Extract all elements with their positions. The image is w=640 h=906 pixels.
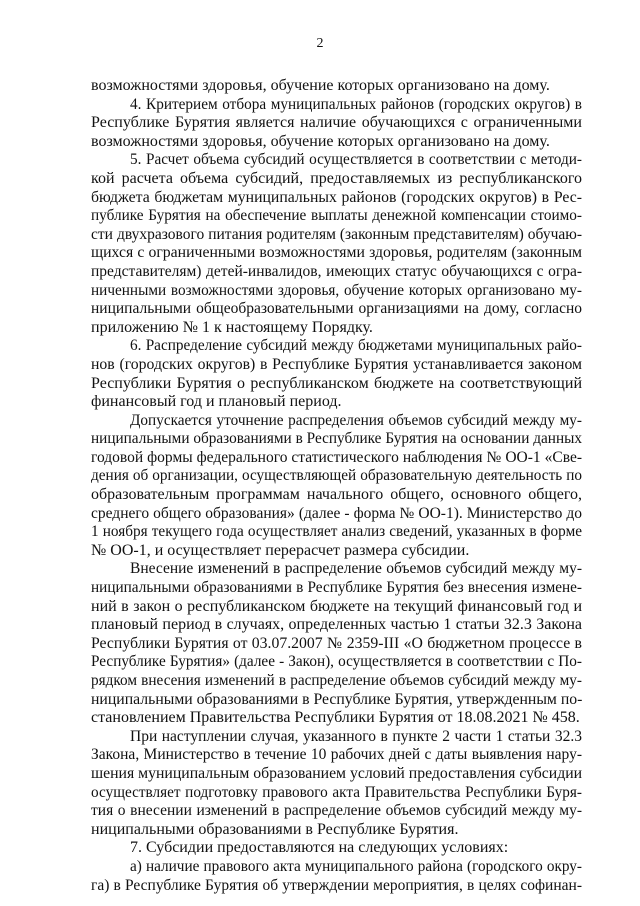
text-line: среднего общего образования» (далее - форма № ОО-1). Министерство до: [91, 504, 582, 522]
document-body: [91, 77, 582, 895]
text-line: 4. Критерием отбора муниципальных районов (городских округов) в: [130, 95, 582, 113]
text-line: Республики Бурятия о республиканском бюджете на соответствующий: [91, 374, 582, 392]
text-line: ниченными возможностями здоровья, обучение которых организовано му-: [91, 281, 582, 299]
text-line: рядком внесения изменений в распределение объемов субсидий между му-: [91, 672, 582, 689]
text-line: 5. Расчет объема субсидий осуществляется в соответствии с методи-: [130, 151, 582, 169]
text-line: 1 ноября текущего года осуществляет анализ сведений, указанных в форме: [91, 523, 582, 541]
text-line: ниципальными образованиями в Республике Бурятия.: [91, 820, 459, 838]
text-line: Республике Бурятия является наличие обучающихся с ограниченными: [91, 114, 582, 132]
text-line: возможностями здоровья, обучение которых организовано на дому.: [91, 77, 550, 94]
text-line: плановый период в случаях, определенных частью 1 статьи 32.3 Закона: [91, 616, 582, 634]
text-line: Внесение изменений в распределение объемов субсидий между му-: [130, 560, 582, 578]
text-line: дения об организации, осуществляющей образовательную деятельность по: [91, 467, 582, 485]
text-line: ниципальными общеобразовательными организациями на дому, согласно: [91, 300, 582, 318]
text-line: нов (городских округов) в Республике Бурятия устанавливается законом: [91, 355, 582, 373]
text-line: ниципальными образованиями в Республике Бурятия, утвержденным по-: [91, 690, 582, 708]
text-line: га) в Республике Бурятия об утверждении мероприятия, в целях софинан-: [91, 876, 582, 894]
text-line: тия о внесении изменений в распределение объемов субсидий между му-: [91, 802, 582, 820]
text-line: бюджета бюджетам муниципальных районов (городских округов) в Рес-: [91, 188, 582, 206]
text-line: 7. Субсидии предоставляются на следующих условиях:: [130, 839, 509, 857]
text-line: финансовый год и плановый период.: [91, 393, 342, 411]
page-number: 2: [316, 36, 324, 51]
text-line: кой расчета объема субсидий, предоставляемых из республиканского: [91, 169, 582, 187]
text-line: ниципальными образованиями в Республике Бурятия без внесения измене-: [91, 579, 582, 597]
text-line: ниципальными образованиями в Республике Бурятия на основании данных: [91, 430, 582, 448]
text-line: приложению № 1 к настоящему Порядку.: [91, 318, 373, 336]
text-line: щихся с ограниченными возможностями здоровья, родителям (законным: [91, 244, 582, 262]
text-line: возможностями здоровья, обучение которых организовано на дому.: [91, 132, 550, 150]
text-line: Закона, Министерство в течение 10 рабочих дней с даты выявления нару-: [91, 746, 582, 764]
text-line: публике Бурятия на обеспечение выплаты денежной компенсации стоимо-: [91, 207, 582, 225]
text-line: ний в закон о республиканском бюджете на текущий финансовый год и: [91, 597, 582, 615]
text-line: осуществляет подготовку правового акта Правительства Республики Буря-: [91, 783, 582, 801]
text-line: При наступлении случая, указанного в пункте 2 части 1 статьи 32.3: [130, 727, 582, 745]
text-line: а) наличие правового акта муниципального района (городского окру-: [130, 857, 582, 875]
text-line: сти двухразового питания родителям (законным представителям) обучаю-: [91, 225, 582, 243]
text-line: Республики Бурятия от 03.07.2007 № 2359-III «О бюджетном процессе в: [91, 634, 582, 652]
text-line: шения муниципальным образованием условий предоставления субсидии: [91, 764, 582, 782]
text-line: Республике Бурятия» (далее - Закон), осуществляется в соответствии с По-: [91, 653, 582, 671]
text-line: представителям) детей-инвалидов, имеющих статус обучающихся с огра-: [91, 262, 582, 280]
text-line: годовой формы федерального статистического наблюдения № ОО-1 «Све-: [91, 448, 582, 466]
text-line: Допускается уточнение распределения объемов субсидий между му-: [130, 411, 582, 429]
text-line: № ОО-1, и осуществляет перерасчет размера субсидии.: [91, 541, 470, 559]
text-line: образовательным программам начального общего, основного общего,: [91, 486, 582, 504]
text-line: 6. Распределение субсидий между бюджетами муниципальных райо-: [130, 337, 582, 355]
text-line: становлением Правительства Республики Бурятия от 18.08.2021 № 458.: [91, 709, 580, 727]
